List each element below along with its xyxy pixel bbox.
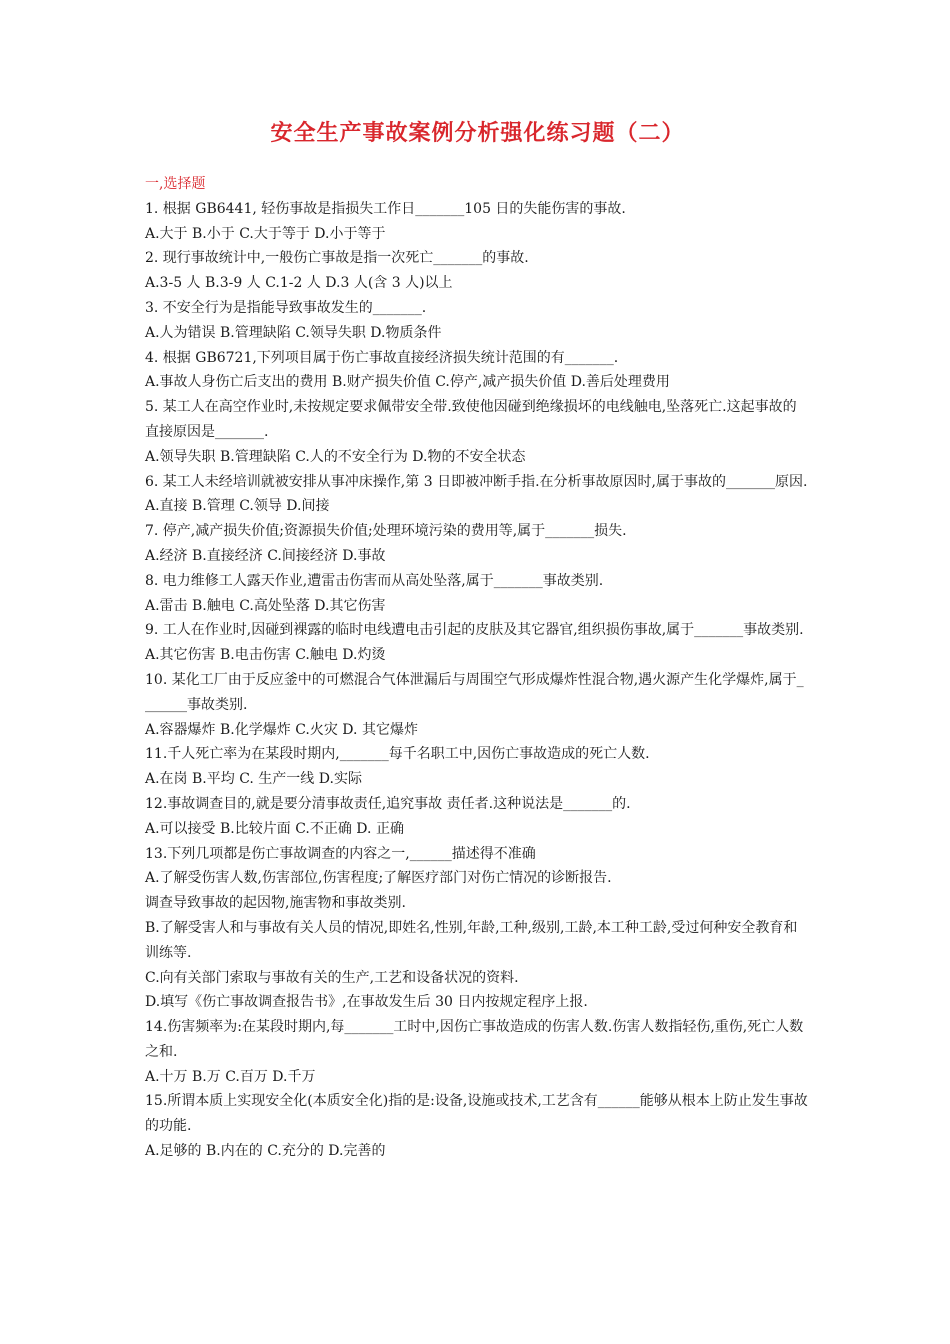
answer-options: A.大于 B.小于 C.大于等于 D.小于等于 [145,225,386,242]
document-title: 安全生产事故案例分析强化练习题（二） [270,120,685,146]
question-text: 15.所谓本质上实现安全化(本质安全化)指的是:设备,设施或技术,工艺含有______能够从根本上防止发生事故的功能. [145,1093,808,1135]
question-text: 11.千人死亡率为在某段时期内,_______每千名职工中,因伤亡事故造成的死亡人数. [145,746,650,763]
answer-options: A.领导失职 B.管理缺陷 C.人的不安全行为 D.物的不安全状态 [145,448,526,465]
answer-options: B.了解受害人和与事故有关人员的情况,即姓名,性别,年龄,工种,级别,工龄,本工种工龄,受过何种安全教育和训练等. [145,919,798,961]
question-text: 7. 停产,减产损失价值;资源损失价值;处理环境污染的费用等,属于_______损失. [145,523,627,540]
section-heading: 一,选择题 [145,176,206,192]
answer-options: A.3-5 人 B.3-9 人 C.1-2 人 D.3 人(含 3 人)以上 [145,275,453,292]
answer-options: D.填写《伤亡事故调查报告书》,在事故发生后 30 日内按规定程序上报. [145,994,588,1011]
answer-options: A.事故人身伤亡后支出的费用 B.财产损失价值 C.停产,减产损失价值 D.善后处理费用 [145,374,670,391]
question-text: 调查导致事故的起因物,施害物和事故类别. [145,895,406,912]
question-text: 4. 根据 GB6721,下列项目属于伤亡事故直接经济损失统计范围的有_______. [145,349,619,366]
answer-options: A.人为错误 B.管理缺陷 C.领导失职 D.物质条件 [145,324,442,341]
answer-options: A.在岗 B.平均 C. 生产一线 D.实际 [145,771,362,788]
answer-options: A.雷击 B.触电 C.高处坠落 D.其它伤害 [145,597,386,614]
question-text: 10. 某化工厂由于反应釜中的可燃混合气体泄漏后与周围空气形成爆炸性混合物,遇火源产生化学爆炸,属于_______事故类别. [145,671,804,713]
question-list [145,197,810,1164]
question-text: 8. 电力维修工人露天作业,遭雷击伤害而从高处坠落,属于_______事故类别. [145,572,604,589]
question-text: 6. 某工人未经培训就被安排从事冲床操作,第 3 日即被冲断手指.在分析事故原因时,属于事故的_______原因. [145,473,808,490]
question-text: 13.下列几项都是伤亡事故调查的内容之一,______描述得不准确 [145,845,536,862]
answer-options: A.足够的 B.内在的 C.充分的 D.完善的 [145,1143,386,1160]
answer-options: A.其它伤害 B.电击伤害 C.触电 D.灼烫 [145,647,386,664]
answer-options: A.直接 B.管理 C.领导 D.间接 [145,498,330,515]
question-text: 5. 某工人在高空作业时,未按规定要求佩带安全带.致使他因碰到绝缘损坏的电线触电,坠落死亡.这起事故的直接原因是_______. [145,399,797,440]
question-text: 3. 不安全行为是指能导致事故发生的_______. [145,299,427,316]
answer-options: C.向有关部门索取与事故有关的生产,工艺和设备状况的资料. [145,969,519,986]
answer-options: A.可以接受 B.比较片面 C.不正确 D. 正确 [145,820,404,837]
question-text: 14.伤害频率为:在某段时期内,每_______工时中,因伤亡事故造成的伤害人数.伤害人数指轻伤,重伤,死亡人数之和. [145,1019,804,1060]
answer-options: A.了解受伤害人数,伤害部位,伤害程度;了解医疗部门对伤亡情况的诊断报告. [145,870,612,887]
answer-options: A.容器爆炸 B.化学爆炸 C.火灾 D. 其它爆炸 [145,721,418,738]
document-page [145,116,810,1164]
question-text: 12.事故调查目的,就是要分清事故责任,追究事故 责任者.这种说法是_______的. [145,795,631,812]
question-text: 9. 工人在作业时,因碰到裸露的临时电线遭电击引起的皮肤及其它器官,组织损伤事故,属于_______事故类别. [145,622,804,639]
answer-options: A.经济 B.直接经济 C.间接经济 D.事故 [145,547,386,564]
answer-options: A.十万 B.万 C.百万 D.千万 [145,1068,316,1085]
question-text: 2. 现行事故统计中,一般伤亡事故是指一次死亡_______的事故. [145,250,529,267]
question-text: 1. 根据 GB6441, 轻伤事故是指损失工作日_______105 日的失能伤害的事故. [145,200,626,217]
